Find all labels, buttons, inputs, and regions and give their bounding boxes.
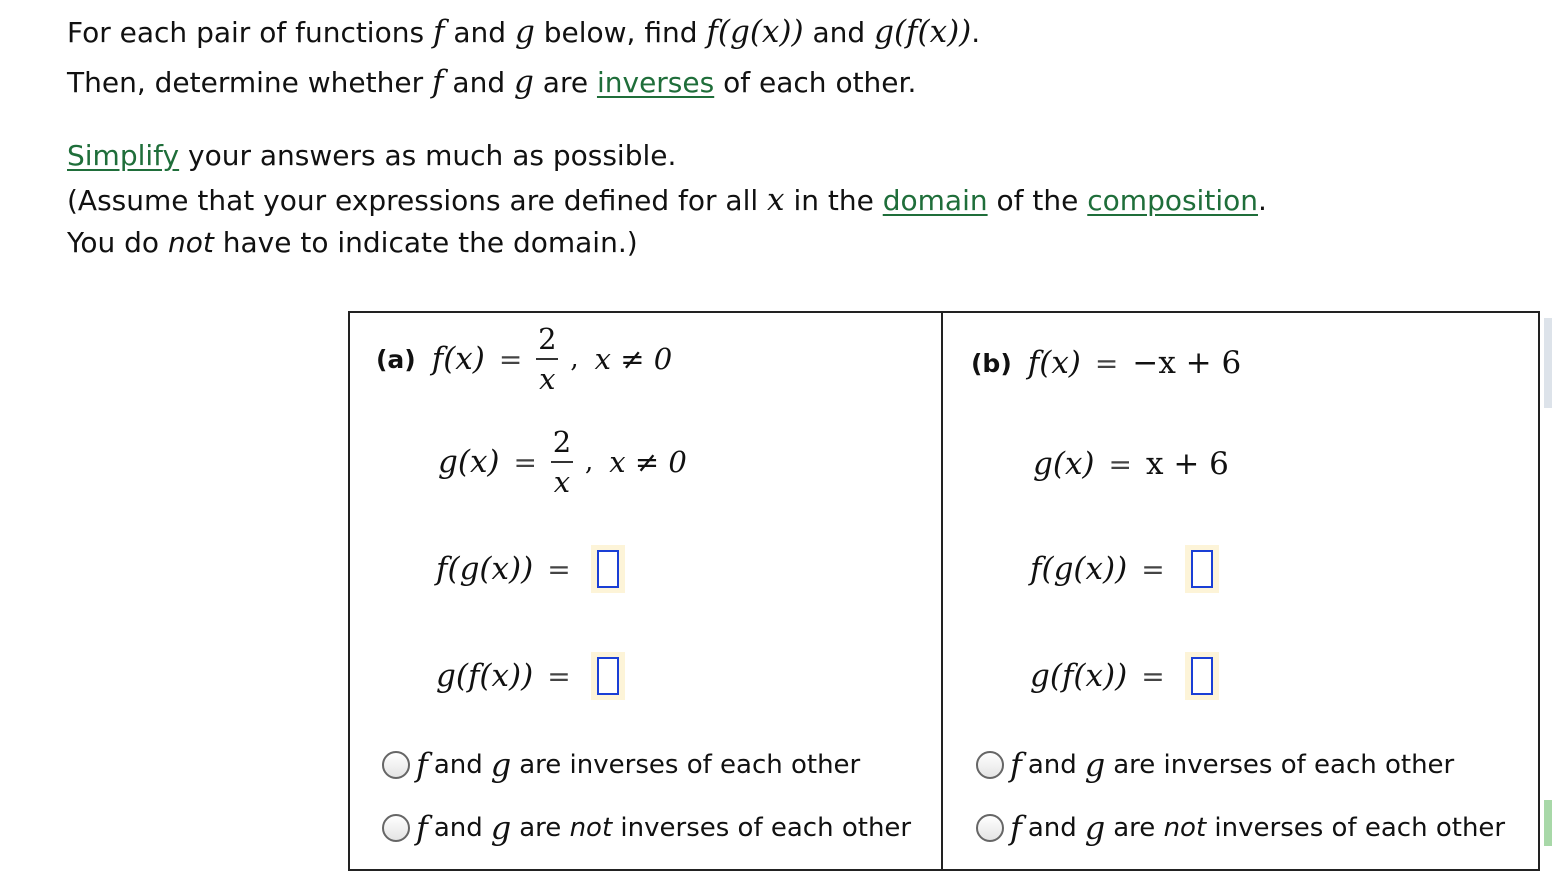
radio-button[interactable] xyxy=(976,751,1004,779)
radio-button[interactable] xyxy=(382,814,410,842)
part-b-g-definition: g(x) = x + 6 xyxy=(1033,446,1229,482)
radio-button[interactable] xyxy=(976,814,1004,842)
part-b-fg-answer-input[interactable] xyxy=(1185,545,1219,593)
fraction-2-over-x: $\frac{2}{x}$ xyxy=(538,322,557,396)
part-b-option-not-inverses[interactable]: f and g are not inverses of each other xyxy=(976,809,1505,847)
instruction-line-4: (Assume that your expressions are defined for all x in the domain of the composition. xyxy=(67,182,1267,218)
composition-link[interactable]: composition xyxy=(1087,184,1258,217)
part-a-f-definition: (a) f(x) = $\frac{2}{x}$ , x ≠ 0 xyxy=(376,322,673,396)
x-symbol: x xyxy=(767,182,785,218)
part-a-gf-row: g(f(x)) = xyxy=(436,652,625,700)
part-b-option-inverses[interactable]: f and g are inverses of each other xyxy=(976,746,1454,784)
part-a-option-inverses[interactable]: f and g are inverses of each other xyxy=(382,746,860,784)
column-divider xyxy=(941,311,943,871)
part-a-fg-row: f(g(x)) = xyxy=(436,545,625,593)
simplify-link[interactable]: Simplify xyxy=(67,139,180,172)
part-a-g-definition: g(x) = $\frac{2}{x}$ , x ≠ 0 xyxy=(438,425,687,499)
instruction-line-3: Simplify your answers as much as possible. xyxy=(67,139,677,172)
inverses-link[interactable]: inverses xyxy=(596,66,715,99)
part-b-g-rhs: x + 6 xyxy=(1145,446,1229,482)
domain-condition: x ≠ 0 xyxy=(609,445,687,479)
instruction-line-1: For each pair of functions f and g below, find f(g(x)) and g(f(x)). xyxy=(67,14,981,50)
part-b-f-definition: (b) f(x) = −x + 6 xyxy=(971,345,1242,381)
gfx-expression: g(f(x)) xyxy=(874,14,972,50)
fraction-2-over-x: $\frac{2}{x}$ xyxy=(552,425,572,499)
part-b-fg-row: f(g(x)) = xyxy=(1030,545,1219,593)
scrollbar-marker xyxy=(1544,800,1552,846)
part-b-label: (b) xyxy=(971,348,1012,378)
part-a-label: (a) xyxy=(376,344,416,374)
scrollbar-track[interactable] xyxy=(1544,318,1552,408)
g-symbol: g xyxy=(514,14,535,50)
part-b-f-rhs: −x + 6 xyxy=(1132,345,1242,381)
radio-button[interactable] xyxy=(382,751,410,779)
part-a-option-not-inverses[interactable]: f and g are not inverses of each other xyxy=(382,809,911,847)
f-symbol: f xyxy=(432,14,445,50)
instruction-line-5: You do not have to indicate the domain.) xyxy=(67,226,638,259)
part-a-fg-answer-input[interactable] xyxy=(591,545,625,593)
part-b-gf-answer-input[interactable] xyxy=(1185,652,1219,700)
part-b-gf-row: g(f(x)) = xyxy=(1030,652,1219,700)
domain-link[interactable]: domain xyxy=(882,184,988,217)
instruction-line-2: Then, determine whether f and g are inverses of each other. xyxy=(67,64,917,100)
fgx-expression: f(g(x)) xyxy=(706,14,804,50)
part-a-gf-answer-input[interactable] xyxy=(591,652,625,700)
domain-condition: x ≠ 0 xyxy=(594,342,673,376)
